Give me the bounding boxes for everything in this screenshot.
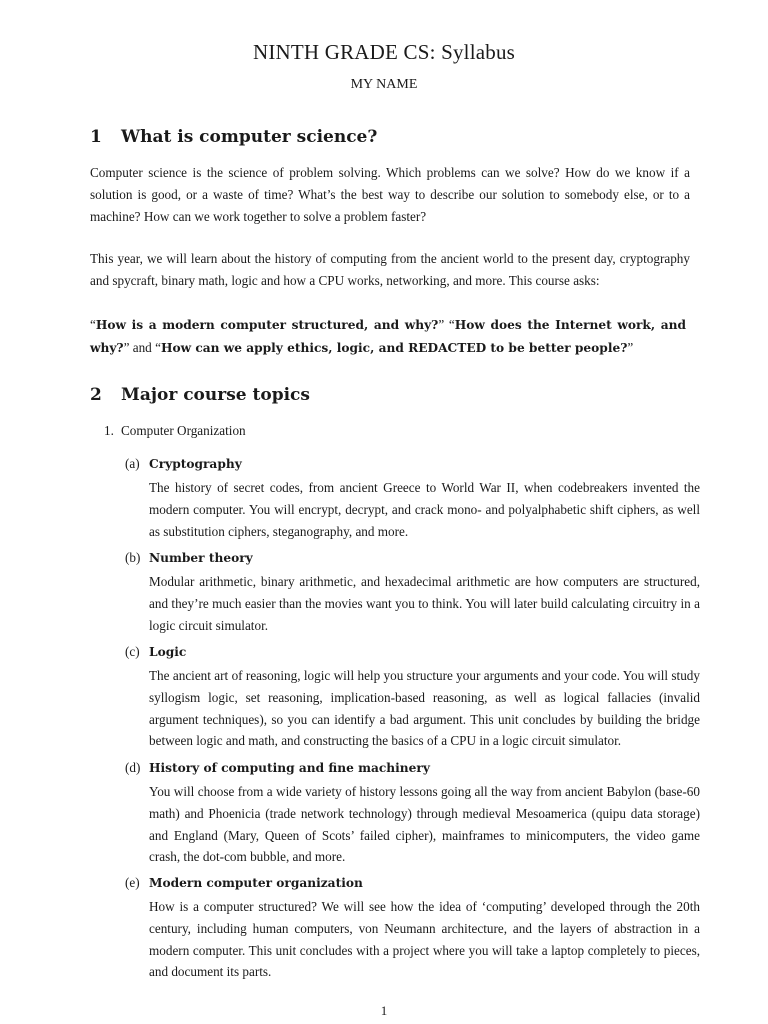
topic-name: Cryptography bbox=[149, 457, 242, 471]
topic-name: Logic bbox=[149, 645, 187, 659]
question-2: How does the Internet work, and why? bbox=[90, 318, 686, 355]
topic-modern-computer-organization bbox=[125, 873, 700, 983]
question-3: How can we apply ethics, logic, and REDACTED to be better people? bbox=[160, 340, 628, 355]
topic-cryptography bbox=[125, 454, 700, 542]
list-item-label: 1. bbox=[104, 423, 114, 438]
document-title: NINTH GRADE CS: Syllabus bbox=[252, 40, 516, 64]
topic-description: The history of secret codes, from ancient Greece to World War II, when codebreakers invented the modern computer. You will encrypt, decrypt, and crack mono- and polyalphabetic shift ciphers, as well as substitution ciphers, steganography, and more. bbox=[149, 480, 700, 539]
course-questions: “How is a modern computer structured, and why?” “How does the Internet work, and why?” and “How can we apply ethics, logic, and REDACTED to be better people?” bbox=[90, 317, 686, 355]
document-author: MY NAME bbox=[350, 77, 418, 92]
question-conjunction: and bbox=[132, 339, 152, 355]
topic-history-of-computing bbox=[125, 758, 700, 868]
topic-number-theory bbox=[125, 548, 700, 636]
section-1-paragraph-1: Computer science is the science of problem solving. Which problems can we solve? How do we know if a solution is good, or a waste of time? What’s the best way to describe our solution to somebody else, or to a machine? How can we work together to solve a problem faster? bbox=[90, 165, 690, 224]
section-number: 1 bbox=[90, 127, 102, 147]
section-1-paragraph-2: This year, we will learn about the history of computing from the ancient world to the present day, cryptography and spycraft, binary math, logic and how a CPU works, networking, and more. This course asks: bbox=[90, 251, 690, 288]
section-1-heading bbox=[90, 127, 377, 147]
page-number: 1 bbox=[380, 1003, 388, 1018]
section-number: 2 bbox=[90, 385, 102, 405]
topic-label: (d) bbox=[125, 760, 141, 775]
question-1: How is a modern computer structured, and why? bbox=[95, 318, 439, 332]
topic-description: Modular arithmetic, binary arithmetic, and hexadecimal arithmetic are how computers are structured, and they’re much easier than the movies want you to think. You will later build calculating circuitry in a logic circuit simulator. bbox=[149, 574, 700, 633]
topic-description: You will choose from a wide variety of history lessons going all the way from ancient Babylon (base-60 math) and Phoenicia (trade network technology) through medieval Mesoamerica (quipu data storage) and England (Mary, Queen of Scots’ failed cipher), mainframes to minicomputers, the video game crash, the dot-com bubble, and more. bbox=[149, 784, 700, 865]
topic-label: (b) bbox=[125, 550, 141, 565]
topic-description: The ancient art of reasoning, logic will help you structure your arguments and your code. You will study syllogism logic, set reasoning, implication-based reasoning, as well as logical fallacies (invalid argument techniques), so you can identify a bad argument. This unit concludes by building the bridge between logic and math, and constructing the basics of a CPU in a logic circuit simulator. bbox=[149, 668, 700, 749]
topic-name: History of computing and fine machinery bbox=[149, 761, 430, 775]
section-title: What is computer science? bbox=[121, 127, 378, 147]
list-item-text: Computer Organization bbox=[121, 423, 246, 438]
list-item-computer-organization bbox=[104, 423, 246, 439]
section-title: Major course topics bbox=[121, 385, 310, 405]
topic-name: Number theory bbox=[149, 551, 253, 565]
topic-label: (e) bbox=[125, 875, 140, 890]
topic-name: Modern computer organization bbox=[149, 876, 363, 890]
topic-label: (a) bbox=[125, 456, 140, 471]
topic-description: How is a computer structured? We will see how the idea of ‘computing’ developed through the 20th century, including human computers, von Neumann architecture, and the layers of abstraction in a modern computer. This unit concludes with a project where you will take a laptop completely to pieces, and document its parts. bbox=[149, 899, 700, 980]
section-2-heading bbox=[90, 385, 310, 405]
topic-logic bbox=[125, 642, 700, 752]
topic-label: (c) bbox=[125, 644, 140, 659]
